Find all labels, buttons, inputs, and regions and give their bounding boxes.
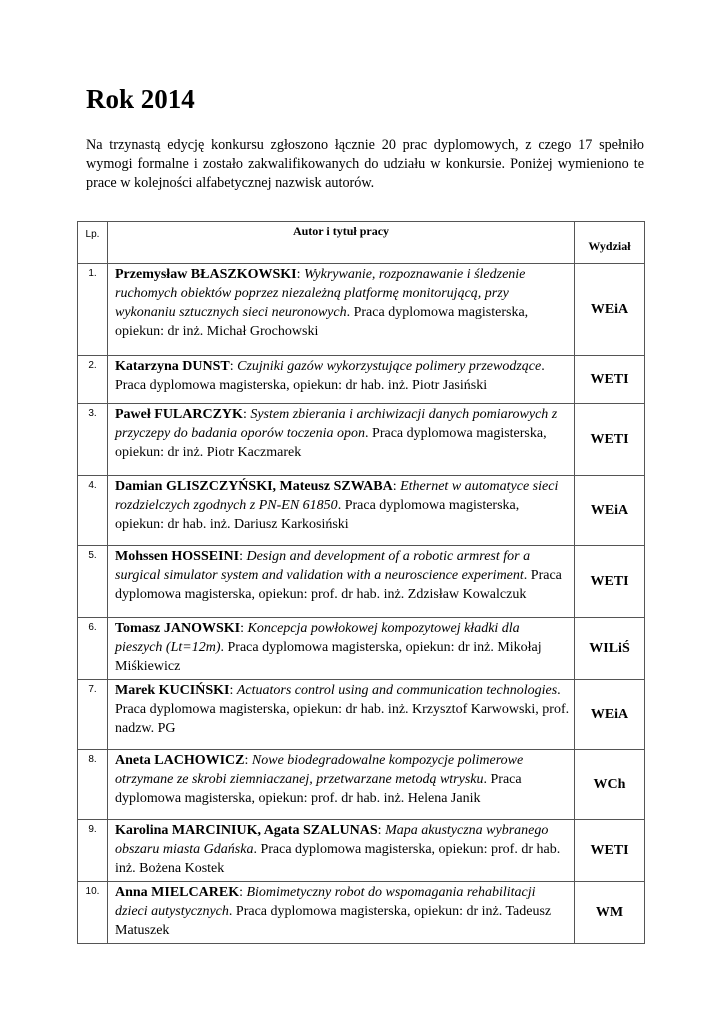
department: WETI xyxy=(575,404,645,476)
table-row xyxy=(78,750,645,820)
thesis-author: Damian GLISZCZYŃSKI, Mateusz SZWABA xyxy=(115,479,393,494)
entry-separator: : xyxy=(229,683,237,698)
table-row xyxy=(78,680,645,750)
thesis-entry xyxy=(108,820,575,882)
table-row xyxy=(78,546,645,618)
thesis-details: . Praca dyplomowa magisterska, opiekun: dr inż. Tadeusz Matuszek xyxy=(115,904,552,938)
thesis-details: . Praca dyplomowa magisterska, opiekun: dr hab. inż. Piotr Jasiński xyxy=(115,359,545,393)
row-number: 4. xyxy=(78,476,108,546)
department: WCh xyxy=(575,750,645,820)
entry-separator: : xyxy=(244,753,252,768)
thesis-entry xyxy=(108,476,575,546)
table-row xyxy=(78,820,645,882)
intro-paragraph: Na trzynastą edycję konkursu zgłoszono łącznie 20 prac dyplomowych, z czego 17 spełniło wymogi formalne i zostało zakwalifikowanych do udziału w konkursie. Poniżej wymieniono te prace w kolejności alfabetycznej nazwisk autorów. xyxy=(86,137,644,191)
thesis-entry xyxy=(108,680,575,750)
thesis-entry xyxy=(108,882,575,944)
department: WETI xyxy=(575,356,645,404)
thesis-author: Mohssen HOSSEINI xyxy=(115,549,240,564)
department: WILiŚ xyxy=(575,618,645,680)
row-number: 3. xyxy=(78,404,108,476)
row-number: 6. xyxy=(78,618,108,680)
table-header-row xyxy=(78,222,645,264)
thesis-author: Marek KUCIŃSKI xyxy=(115,683,230,698)
table-row xyxy=(78,404,645,476)
entry-separator: : xyxy=(239,549,247,564)
thesis-author: Tomasz JANOWSKI xyxy=(115,621,241,636)
entry-separator: : xyxy=(229,359,238,374)
entry-separator: : xyxy=(240,621,248,636)
thesis-details: . Praca dyplomowa magisterska, opiekun: prof. dr hab. inż. Helena Janik xyxy=(115,772,522,806)
entry-separator: : xyxy=(239,885,247,900)
department: WM xyxy=(575,882,645,944)
thesis-author: Katarzyna DUNST xyxy=(115,359,230,374)
department: WEiA xyxy=(575,680,645,750)
entry-separator: : xyxy=(296,267,305,282)
thesis-title: Koncepcja powłokowej kompozytowej kładki dla pieszych (Lt=12m) xyxy=(115,621,520,655)
thesis-entry xyxy=(108,750,575,820)
entry-separator: : xyxy=(392,479,401,494)
thesis-title: Czujniki gazów wykorzystujące polimery przewodzące xyxy=(237,359,542,374)
entry-separator: : xyxy=(242,407,251,422)
row-number: 9. xyxy=(78,820,108,882)
thesis-entry xyxy=(108,264,575,356)
thesis-details: . Praca dyplomowa magisterska, opiekun: dr inż. Michał Grochowski xyxy=(115,305,529,339)
thesis-author: Anna MIELCAREK xyxy=(115,885,240,900)
thesis-details: . Praca dyplomowa magisterska, opiekun: dr inż. Mikołaj Miśkiewicz xyxy=(115,640,542,674)
row-number: 2. xyxy=(78,356,108,404)
thesis-title: Mapa akustyczna wybranego obszaru miasta Gdańska xyxy=(115,823,549,857)
thesis-title: Actuators control using and communication technologies xyxy=(236,683,558,698)
thesis-title: Wykrywanie, rozpoznawanie i śledzenie ruchomych obiektów poprzez niezależną platformę monitorującą, przy wykonaniu sztucznych sieci neuronowych xyxy=(115,267,526,320)
theses-table xyxy=(77,221,645,944)
department: WETI xyxy=(575,820,645,882)
thesis-author: Aneta LACHOWICZ xyxy=(115,753,245,768)
thesis-details: . Praca dyplomowa magisterska, opiekun: dr inż. Piotr Kaczmarek xyxy=(115,426,547,460)
table-row xyxy=(78,264,645,356)
thesis-details: . Praca dyplomowa magisterska, opiekun: prof. dr hab. inż. Bożena Kostek xyxy=(115,842,561,876)
table-row xyxy=(78,618,645,680)
thesis-author: Przemysław BŁASZKOWSKI xyxy=(115,267,297,282)
thesis-title: System zbierania i archiwizacji danych pomiarowych z przyczepy do badania oporów toczenia opon xyxy=(115,407,558,441)
thesis-title: Biomimetyczny robot do wspomagania rehabilitacji dzieci autystycznych xyxy=(115,885,536,919)
thesis-title: Design and development of a robotic armrest for a surgical simulator system and validation with a neuroscience experiment xyxy=(115,549,531,583)
table-row xyxy=(78,476,645,546)
thesis-details: . Praca dyplomowa magisterska, opiekun: prof. dr hab. inż. Zdzisław Kowalczuk xyxy=(115,568,562,602)
thesis-author: Karolina MARCINIUK, Agata SZALUNAS xyxy=(115,823,378,838)
header-lp: Lp. xyxy=(78,222,108,264)
header-department: Wydział xyxy=(575,222,645,264)
thesis-title: Nowe biodegradowalne kompozycje polimerowe otrzymane ze skrobi ziemniaczanej, przetwarzane metodą wtrysku xyxy=(115,753,524,787)
entry-separator: : xyxy=(377,823,386,838)
department: WEiA xyxy=(575,476,645,546)
page-title: Rok 2014 xyxy=(86,84,195,114)
department: WEiA xyxy=(575,264,645,356)
thesis-details: . Praca dyplomowa magisterska, opiekun: dr hab. inż. Dariusz Karkosiński xyxy=(115,498,520,532)
row-number: 1. xyxy=(78,264,108,356)
row-number: 8. xyxy=(78,750,108,820)
thesis-entry xyxy=(108,546,575,618)
header-author-title: Autor i tytuł pracy xyxy=(108,222,575,264)
row-number: 5. xyxy=(78,546,108,618)
row-number: 7. xyxy=(78,680,108,750)
thesis-entry xyxy=(108,618,575,680)
table-row xyxy=(78,882,645,944)
thesis-entry xyxy=(108,356,575,404)
thesis-title: Ethernet w automatyce sieci rozdzielczych zgodnych z PN-EN 61850 xyxy=(115,479,559,513)
department: WETI xyxy=(575,546,645,618)
thesis-details: . Praca dyplomowa magisterska, opiekun: dr hab. inż. Krzysztof Karwowski, prof. nadzw. PG xyxy=(115,683,570,736)
row-number: 10. xyxy=(78,882,108,944)
table-row xyxy=(78,356,645,404)
thesis-entry xyxy=(108,404,575,476)
thesis-author: Paweł FULARCZYK xyxy=(115,407,243,422)
